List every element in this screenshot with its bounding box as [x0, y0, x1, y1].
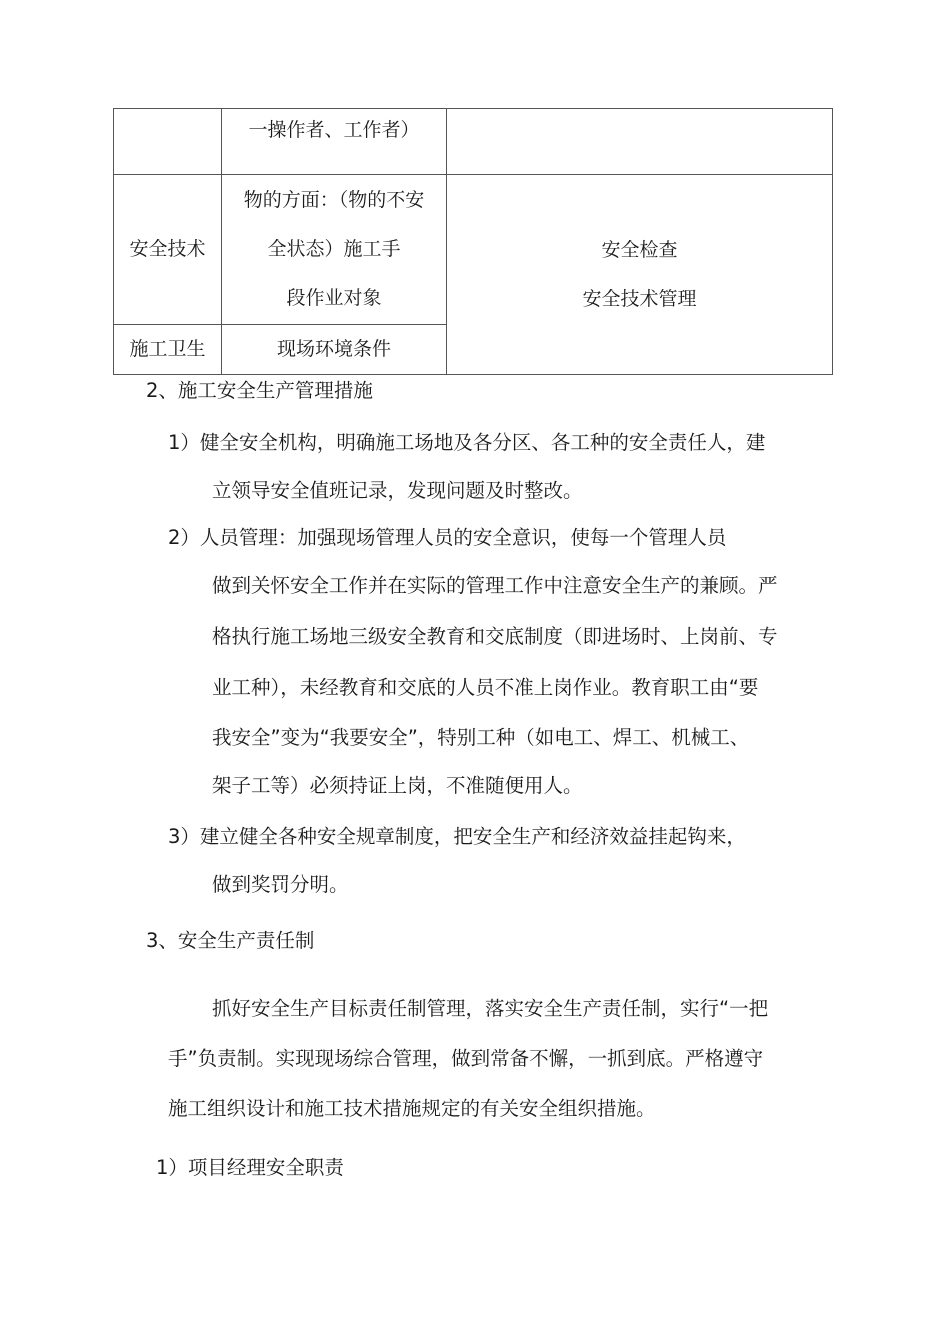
table-row	[114, 175, 833, 325]
table-cell-environment: 现场环境条件	[222, 325, 447, 375]
cell-line: 安全技术管理	[582, 287, 697, 310]
table-cell-operator: 一操作者、工作者）	[222, 109, 447, 175]
item2-line: 格执行施工场地三级安全教育和交底制度（即进场时、上岗前、专	[212, 625, 778, 648]
item2-line: 做到关怀安全工作并在实际的管理工作中注意安全生产的兼顾。严	[212, 574, 778, 597]
cell-line: 安全检查	[601, 238, 678, 261]
section-heading-3: 3、安全生产责任制	[146, 929, 315, 952]
paragraph-line: 手”负责制。实现现场综合管理，做到常备不懈，一抓到底。严格遵守	[168, 1047, 764, 1070]
item1-line: 1）健全安全机构，明确施工场地及各分区、各工种的安全责任人，建	[168, 431, 766, 454]
cell-line: 段作业对象	[286, 287, 382, 309]
safety-table	[113, 108, 833, 375]
table-cell-safety-tech: 安全技术	[114, 175, 222, 325]
item2-line: 我安全”变为“我要安全”，特别工种（如电工、焊工、机械工、	[212, 726, 750, 749]
table-cell-inspection	[447, 175, 833, 375]
item3-line: 3）建立健全各种安全规章制度，把安全生产和经济效益挂起钩来，	[168, 825, 746, 848]
table-cell	[114, 109, 222, 175]
item3-line: 做到奖罚分明。	[212, 873, 349, 896]
cell-line: 物的方面：（物的不安	[243, 189, 425, 211]
item2-line: 业工种），未经教育和交底的人员不准上岗作业。教育职工由“要	[212, 676, 759, 699]
subheading-project-manager: 1）项目经理安全职责	[156, 1156, 344, 1179]
paragraph-line: 施工组织设计和施工技术措施规定的有关安全组织措施。	[168, 1097, 656, 1120]
table-cell	[447, 109, 833, 175]
section-heading-2: 2、施工安全生产管理措施	[146, 379, 373, 402]
table-cell-hygiene: 施工卫生	[114, 325, 222, 375]
cell-line: 全状态）施工手	[267, 238, 401, 260]
item1-line: 立领导安全值班记录，发现问题及时整改。	[212, 479, 583, 502]
table-cell-material-aspect	[222, 175, 447, 325]
item2-line: 2）人员管理：加强现场管理人员的安全意识，使每一个管理人员	[168, 526, 727, 549]
item2-line: 架子工等）必须持证上岗，不准随便用人。	[212, 774, 583, 797]
table-row	[114, 109, 833, 175]
paragraph-line: 抓好安全生产目标责任制管理，落实安全生产责任制，实行“一把	[212, 997, 769, 1020]
